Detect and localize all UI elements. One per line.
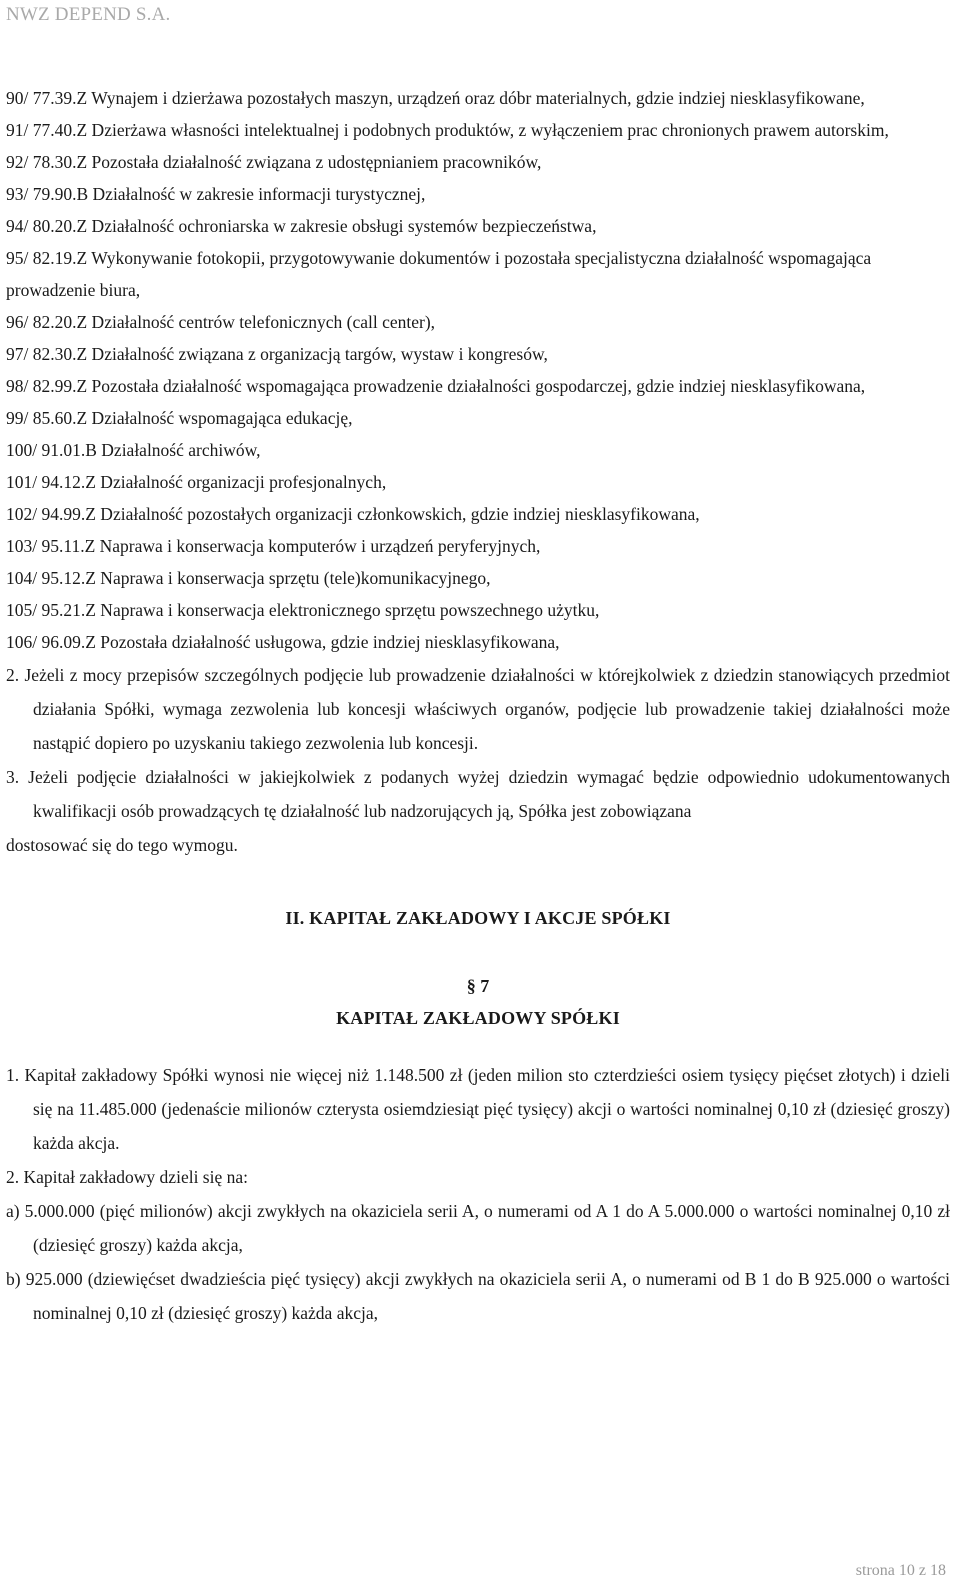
list-item: 91/ 77.40.Z Dzierżawa własności intelektualnej i podobnych produktów, z wyłączeniem prac chronionych prawem autorskim,	[6, 120, 889, 140]
paragraph-sign: § 7	[466, 976, 490, 996]
paragraph-2: 2. Jeżeli z mocy przepisów szczególnych podjęcie lub prowadzenie działalności w którejkolwiek z dziedzin stanowiących przedmiot działania Spółki, wymaga zezwolenia lub koncesji właściwych organów, podjęcie lub prowadzenie takiej działalności może nastąpić dopiero po uzyskaniu takiego zezwolenia lub koncesji.	[6, 665, 950, 753]
capital-paragraph-1: 1. Kapitał zakładowy Spółki wynosi nie więcej niż 1.148.500 zł (jeden milion sto czterdzieści osiem tysięcy pięćset złotych) i dzieli się na 11.485.000 (jedenaście milionów czterysta osiemdziesiąt pięć tysięcy) akcji o wartości nominalnej 0,10 zł (dziesięć groszy) każda akcja.	[6, 1065, 950, 1153]
list-item: 99/ 85.60.Z Działalność wspomagająca edukację,	[6, 408, 353, 428]
list-item: 106/ 96.09.Z Pozostała działalność usługowa, gdzie indziej niesklasyfikowana,	[6, 632, 560, 652]
list-item: 96/ 82.20.Z Działalność centrów telefonicznych (call center),	[6, 312, 436, 332]
list-item: 98/ 82.99.Z Pozostała działalność wspomagająca prowadzenie działalności gospodarczej, gdzie indziej niesklasyfikowana,	[6, 376, 866, 396]
page-number: strona 10 z 18	[855, 1562, 946, 1579]
list-item: 103/ 95.11.Z Naprawa i konserwacja komputerów i urządzeń peryferyjnych,	[6, 536, 541, 556]
list-item: 92/ 78.30.Z Pozostała działalność związana z udostępnianiem pracowników,	[6, 152, 542, 172]
list-item: 97/ 82.30.Z Działalność związana z organizacją targów, wystaw i kongresów,	[6, 344, 548, 364]
list-item: 105/ 95.21.Z Naprawa i konserwacja elektronicznego sprzętu powszechnego użytku,	[6, 600, 600, 620]
list-item: 102/ 94.99.Z Działalność pozostałych organizacji członkowskich, gdzie indziej niesklasyfikowana,	[6, 504, 700, 524]
section-title: II. KAPITAŁ ZAKŁADOWY I AKCJE SPÓŁKI	[285, 908, 671, 928]
list-item: 104/ 95.12.Z Naprawa i konserwacja sprzętu (tele)komunikacyjnego,	[6, 568, 491, 588]
list-item: 95/ 82.19.Z Wykonywanie fotokopii, przygotowywanie dokumentów i pozostała specjalistyczna działalność wspomagająca prowadzenie biura,	[6, 248, 872, 300]
document-body	[6, 82, 950, 1330]
section-subtitle: KAPITAŁ ZAKŁADOWY SPÓŁKI	[336, 1008, 620, 1028]
capital-item-a: a) 5.000.000 (pięć milionów) akcji zwykłych na okaziciela serii A, o numerami od A 1 do A 5.000.000 o wartości nominalnej 0,10 zł (dziesięć groszy) każda akcja,	[6, 1201, 950, 1255]
pkd-list	[6, 82, 950, 658]
list-item: 90/ 77.39.Z Wynajem i dzierżawa pozostałych maszyn, urządzeń oraz dóbr materialnych, gdzie indziej niesklasyfikowane,	[6, 88, 865, 108]
list-item: 100/ 91.01.B Działalność archiwów,	[6, 440, 261, 460]
capital-item-b: b) 925.000 (dziewięćset dwadzieścia pięć tysięcy) akcji zwykłych na okaziciela serii A, o numerami od B 1 do B 925.000 o wartości nominalnej 0,10 zł (dziesięć groszy) każda akcja,	[6, 1269, 950, 1323]
paragraph-3-continuation: dostosować się do tego wymogu.	[6, 835, 238, 855]
list-item: 93/ 79.90.B Działalność w zakresie informacji turystycznej,	[6, 184, 426, 204]
capital-paragraph-2: 2. Kapitał zakładowy dzieli się na:	[6, 1167, 249, 1187]
page-header: NWZ DEPEND S.A.	[6, 4, 171, 25]
paragraph-3: 3. Jeżeli podjęcie działalności w jakiejkolwiek z podanych wyżej dziedzin wymagać będzie odpowiednio udokumentowanych kwalifikacji osób prowadzących tę działalność lub nadzorujących ją, Spółka jest zobowiązana	[6, 767, 950, 821]
list-item: 94/ 80.20.Z Działalność ochroniarska w zakresie obsługi systemów bezpieczeństwa,	[6, 216, 597, 236]
list-item: 101/ 94.12.Z Działalność organizacji profesjonalnych,	[6, 472, 387, 492]
